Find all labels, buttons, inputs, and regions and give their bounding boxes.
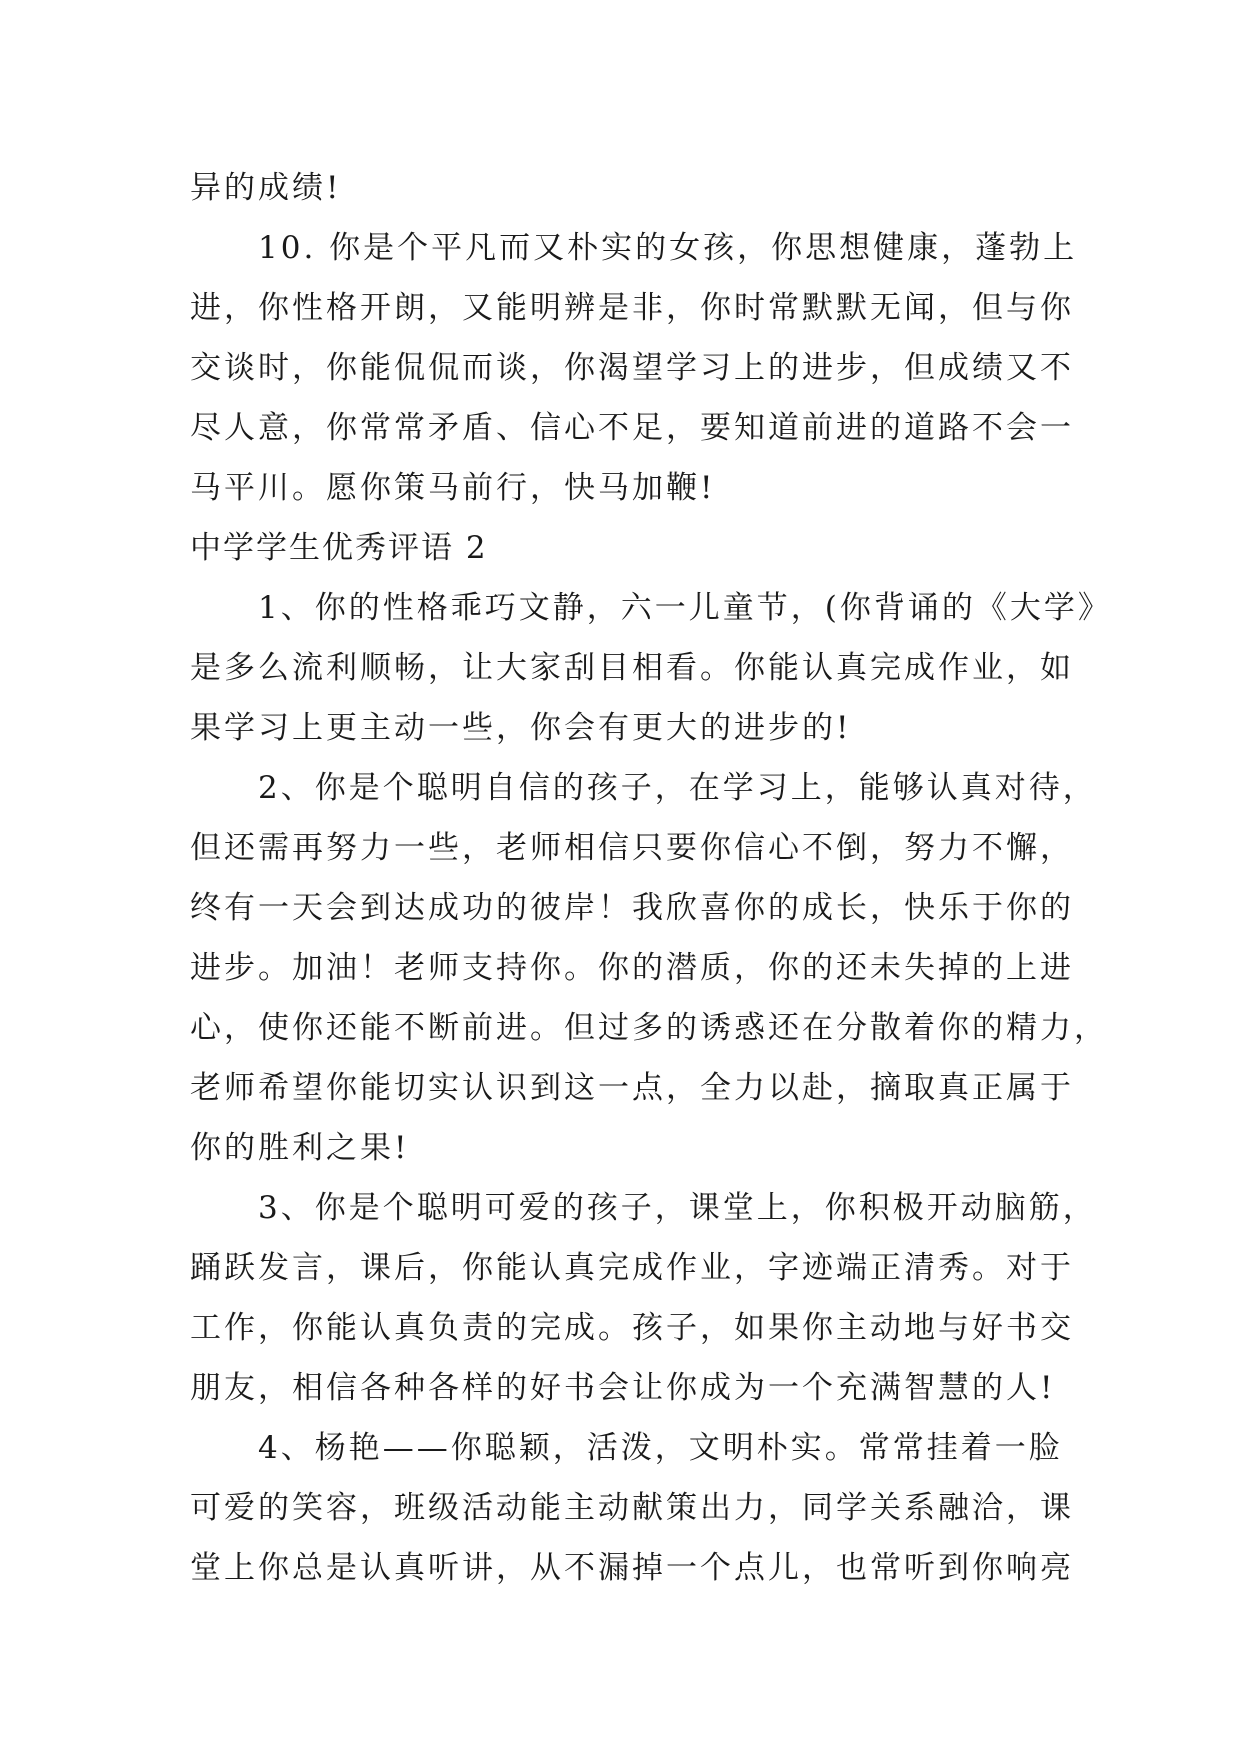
- text-line: 你的胜利之果!: [190, 1130, 410, 1166]
- text-line: 进，你性格开朗，又能明辨是非，你时常默默无闻，但与你: [190, 290, 1074, 326]
- document-page: [190, 158, 1112, 1598]
- text-line: 是多么流利顺畅，让大家刮目相看。你能认真完成作业，如: [190, 650, 1074, 686]
- text-line: 异的成绩!: [190, 170, 342, 206]
- text-line: 马平川。愿你策马前行，快马加鞭!: [190, 470, 716, 506]
- paragraph-start-line: 3、你是个聪明可爱的孩子，课堂上，你积极开动脑筋，: [258, 1190, 1097, 1226]
- text-line: 老师希望你能切实认识到这一点，全力以赴，摘取真正属于: [190, 1070, 1074, 1106]
- text-line: 工作，你能认真负责的完成。孩子，如果你主动地与好书交: [190, 1310, 1074, 1346]
- text-line: 朋友，相信各种各样的好书会让你成为一个充满智慧的人!: [190, 1370, 1056, 1406]
- paragraph-start-line: 4、杨艳——你聪颖，活泼，文明朴实。常常挂着一脸: [258, 1430, 1063, 1466]
- paragraph-start-line: 2、你是个聪明自信的孩子，在学习上，能够认真对待，: [258, 770, 1097, 806]
- text-line: 交谈时，你能侃侃而谈，你渴望学习上的进步，但成绩又不: [190, 350, 1074, 386]
- text-line: 尽人意，你常常矛盾、信心不足，要知道前进的道路不会一: [190, 410, 1074, 446]
- text-line: 心，使你还能不断前进。但过多的诱惑还在分散着你的精力，: [190, 1010, 1108, 1046]
- text-line: 踊跃发言，课后，你能认真完成作业，字迹端正清秀。对于: [190, 1250, 1074, 1286]
- text-line: 堂上你总是认真听讲，从不漏掉一个点儿，也常听到你响亮: [190, 1550, 1074, 1586]
- text-line: 终有一天会到达成功的彼岸！我欣喜你的成长，快乐于你的: [190, 890, 1074, 926]
- text-line: 果学习上更主动一些，你会有更大的进步的!: [190, 710, 852, 746]
- text-line: 但还需再努力一些，老师相信只要你信心不倒，努力不懈，: [190, 830, 1074, 866]
- text-line: 进步。加油！老师支持你。你的潜质，你的还未失掉的上进: [190, 950, 1074, 986]
- paragraph-start-line: 1、你的性格乖巧文静，六一儿童节，(你背诵的《大学》: [258, 590, 1112, 626]
- text-line: 可爱的笑容，班级活动能主动献策出力，同学关系融洽，课: [190, 1490, 1074, 1526]
- paragraph-start-line: 10. 你是个平凡而又朴实的女孩，你思想健康，蓬勃上: [258, 230, 1078, 266]
- section-heading: 中学学生优秀评语 2: [190, 530, 488, 566]
